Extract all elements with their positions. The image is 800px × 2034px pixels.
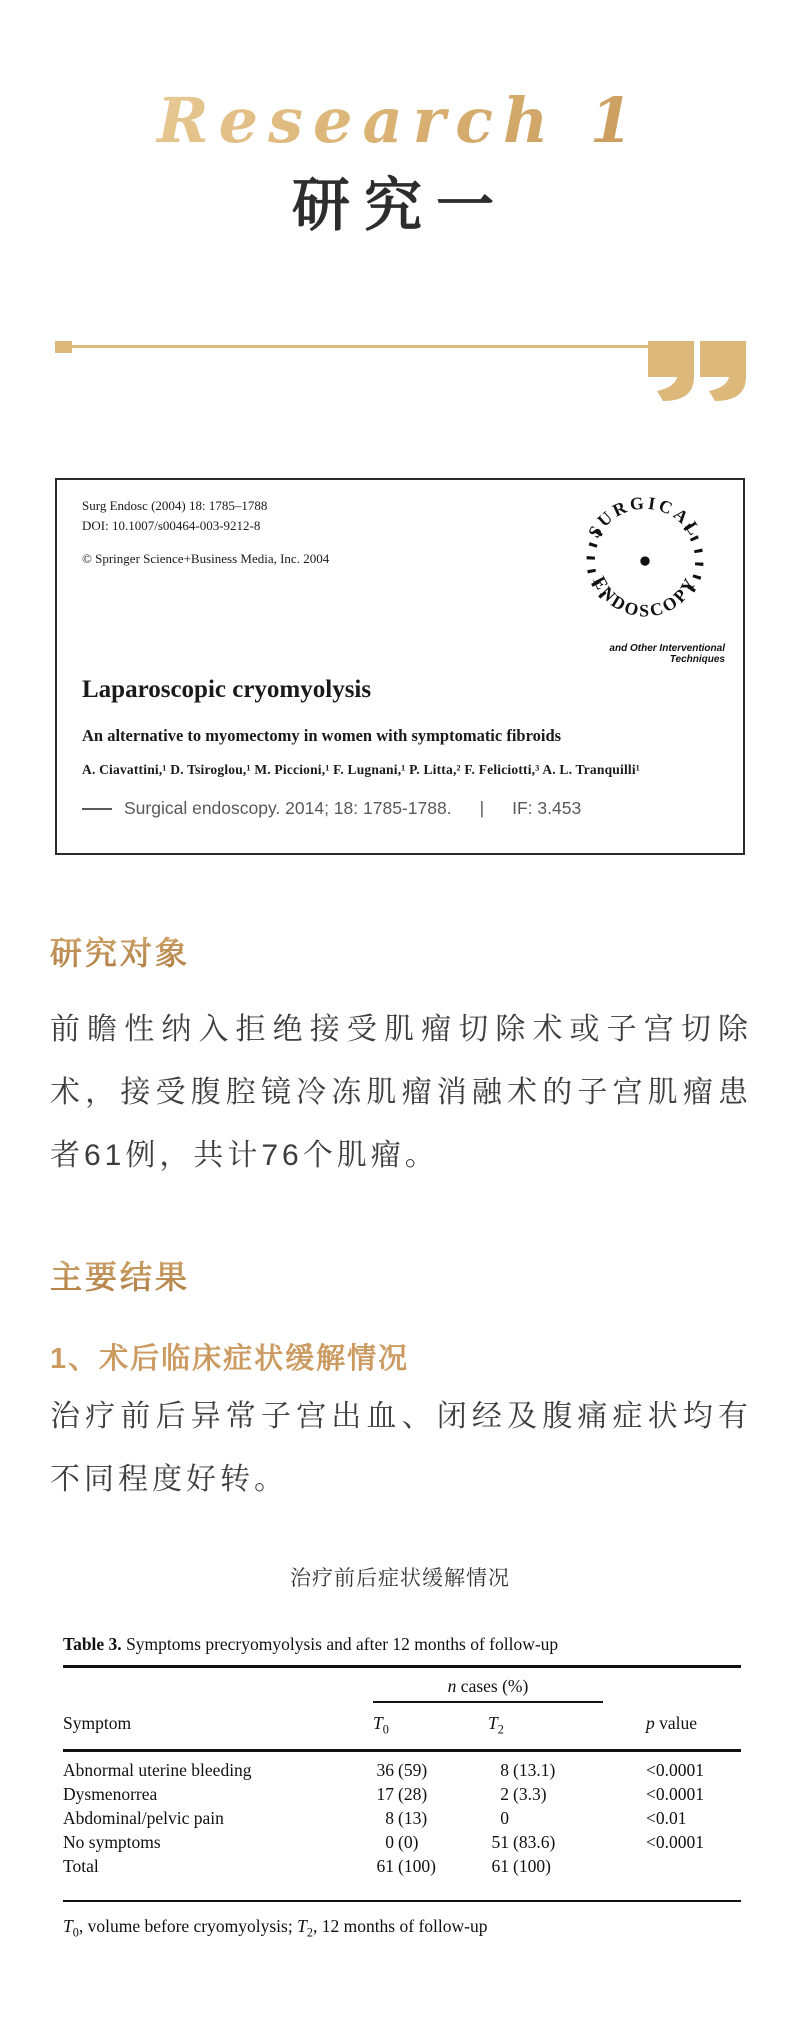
- svg-text:ENDOSCOPY: [589, 573, 701, 621]
- logo-arc-bottom-text: ENDOSCOPY: [589, 572, 701, 621]
- citation-text: Surgical endoscopy. 2014; 18: 1785-1788.: [124, 798, 452, 818]
- table-row: Dysmenorrea 17 (28) 2 (3.3) <0.0001: [63, 1783, 704, 1804]
- header-symptom: Symptom: [63, 1712, 132, 1733]
- table-title: [63, 1634, 741, 1655]
- header-t2: $T_2$: [488, 1712, 504, 1736]
- spanner-n: n: [447, 1675, 457, 1696]
- table-body: [63, 1758, 741, 1878]
- table-caption: 治疗前后症状缓解情况: [290, 1567, 510, 1590]
- header-pvalue: p value: [646, 1712, 698, 1733]
- paper-citation-card: [55, 478, 745, 855]
- divider-line: [72, 345, 657, 348]
- logo-tagline: and Other Interventional Techniques: [609, 643, 725, 665]
- journal-reference: Surg Endosc (2004) 18: 1785–1788: [82, 498, 268, 513]
- paper-subtitle: An alternative to myomectomy in women with symptomatic fibroids: [82, 726, 562, 745]
- result1-subheading: 1、术后临床症状缓解情况: [50, 1343, 410, 1375]
- paper-title: Laparoscopic cryomyolysis: [82, 676, 372, 703]
- table-row: No symptoms 0 (0) 51 (83.6) <0.0001: [63, 1831, 704, 1852]
- table-row: Abdominal/pelvic pain 8 (13) 0 <0.01: [63, 1807, 687, 1828]
- logo-arc-top-text: SURGICAL: [583, 492, 707, 542]
- table-footnote: $T_0$, volume before cryomyolysis; $T_2$, 12 months of follow-up: [63, 1916, 488, 1940]
- citation-dash: [82, 808, 112, 810]
- citation-line: [82, 798, 722, 819]
- surgical-endoscopy-logo-icon: [570, 486, 720, 636]
- svg-text:SURGICAL: [584, 492, 706, 541]
- table-top-rule: [63, 1665, 741, 1668]
- journal-copyright: © Springer Science+Business Media, Inc. 2004: [82, 551, 330, 566]
- paper-authors: A. Ciavattini,¹ D. Tsiroglou,¹ M. Piccioni,¹ F. Lugnani,¹ P. Litta,² F. Feliciotti,³ A. L. Tranquilli¹: [82, 762, 641, 777]
- divider-square: [55, 341, 72, 353]
- results-heading: 主要结果: [50, 1252, 190, 1298]
- table-spanner-row: [63, 1676, 741, 1703]
- impact-factor: IF: 3.453: [512, 798, 582, 818]
- table-bottom-rule: [63, 1900, 741, 1903]
- table-header-row: [63, 1711, 741, 1742]
- table-row: Abnormal uterine bleeding 36 (59) 8 (13.1) <0.0001: [63, 1759, 704, 1780]
- citation-separator: |: [479, 798, 485, 818]
- symptoms-table: [63, 1634, 741, 1941]
- subjects-heading: 研究对象: [50, 928, 190, 974]
- journal-doi: DOI: 10.1007/s00464-003-9212-8: [82, 517, 261, 533]
- quotation-marks-icon: [648, 341, 748, 403]
- journal-logo: [565, 486, 725, 665]
- section-title-english: Research 1: [0, 84, 800, 157]
- result1-paragraph: 治疗前后异常子宫出血、闭经及腹痛症状均有不同程度好转。: [50, 1400, 752, 1496]
- table-title-text: Symptoms precryomyolysis and after 12 months of follow-up: [121, 1634, 559, 1654]
- journal-info: [82, 496, 329, 569]
- spanner-text: cases (%): [456, 1675, 529, 1696]
- table-row: Total 61 (100) 61 (100): [63, 1855, 551, 1876]
- table-number: Table 3.: [63, 1634, 122, 1654]
- table-spanner: [373, 1676, 603, 1703]
- header-t0: $T_0$: [373, 1712, 389, 1736]
- table-mid-rule: [63, 1749, 741, 1752]
- section-title-chinese: 研究一: [291, 173, 508, 238]
- subjects-paragraph: 前瞻性纳入拒绝接受肌瘤切除术或子宫切除术，接受腹腔镜冷冻肌瘤消融术的子宫肌瘤患者61例，共计76个肌瘤。: [50, 1013, 752, 1172]
